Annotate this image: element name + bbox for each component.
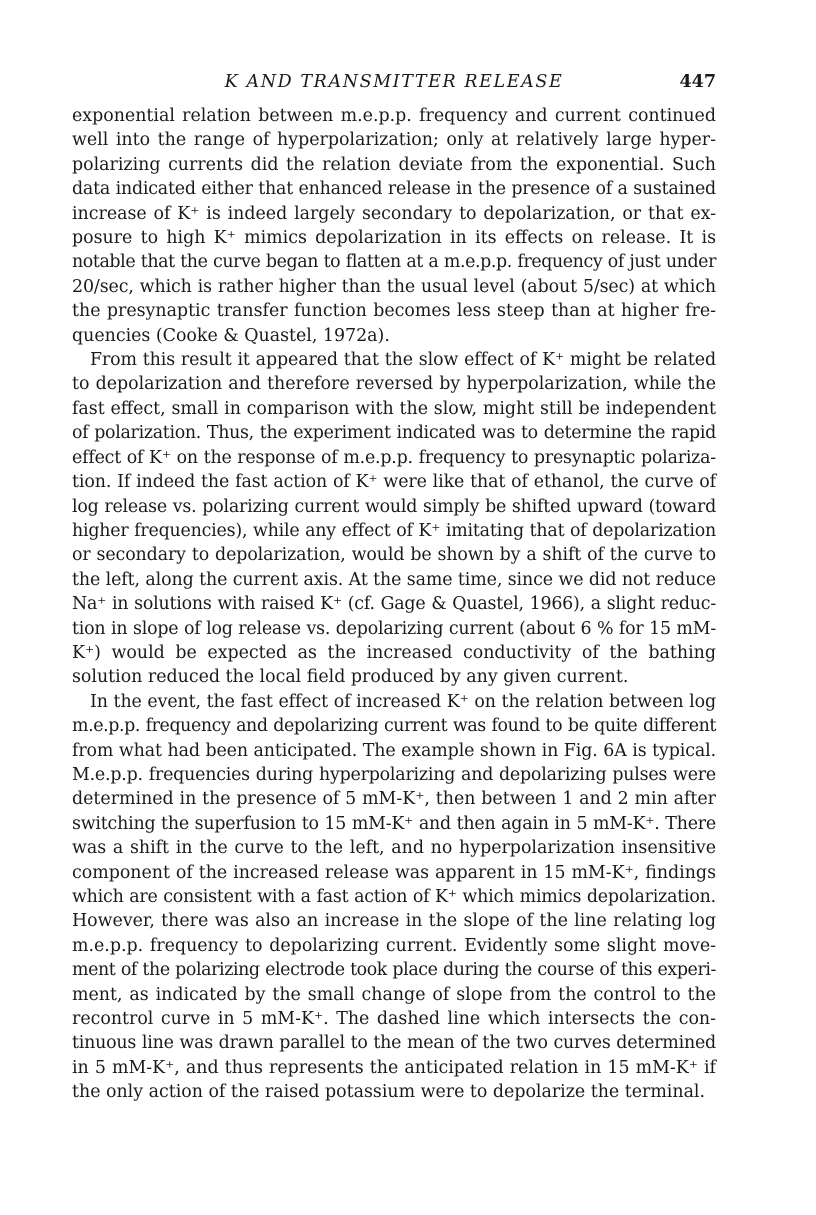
text-line: K⁺) would be expected as the increased conductivity of the bathing <box>72 642 716 663</box>
text-line: which are consistent with a fast action of K⁺ which mimics depolarization. <box>72 887 716 907</box>
text-line: posure to high K⁺ mimics depolarization in its effects on release. It is <box>72 228 716 249</box>
text-line: well into the range of hyperpolarization; only at relatively large hyper- <box>72 130 716 151</box>
text-line: ment, as indicated by the small change of slope from the control to the <box>72 984 716 1005</box>
text-line: exponential relation between m.e.p.p. frequency and current continued <box>72 106 716 126</box>
text-line: effect of K⁺ on the response of m.e.p.p. frequency to presynaptic polariza- <box>72 447 716 468</box>
page-number: 447 <box>679 72 716 92</box>
text-line: polarizing currents did the relation deviate from the exponential. Such <box>72 154 716 175</box>
text-line: M.e.p.p. frequencies during hyperpolarizing and depolarizing pulses were <box>72 764 716 785</box>
text-line: However, there was also an increase in the slope of the line relating log <box>72 911 716 932</box>
text-line: higher frequencies), while any effect of K⁺ imitating that of depolarization <box>72 520 716 541</box>
text-line: notable that the curve began to flatten at a m.e.p.p. frequency of just under <box>72 252 716 273</box>
text-line: in 5 mM-K⁺, and thus represents the anticipated relation in 15 mM-K⁺ if <box>72 1057 716 1078</box>
text-line: tion. If indeed the fast action of K⁺ were like that of ethanol, the curve of <box>72 472 716 493</box>
text-line: or secondary to depolarization, would be shown by a shift of the curve to <box>72 545 716 566</box>
text-line: the presynaptic transfer function becomes less steep than at higher fre- <box>72 301 716 322</box>
text-line: was a shift in the curve to the left, and no hyperpolarization insensitive <box>72 838 716 859</box>
text-line: m.e.p.p. frequency to depolarizing current. Evidently some slight move- <box>72 935 716 956</box>
text-line: switching the superfusion to 15 mM-K⁺ and then again in 5 mM-K⁺. There <box>72 813 716 834</box>
text-line: From this result it appeared that the slow effect of K⁺ might be related <box>90 350 716 371</box>
article-body <box>72 104 716 1105</box>
text-line: In the event, the fast effect of increased K⁺ on the relation between log <box>90 691 716 712</box>
text-line: quencies (Cooke & Quastel, 1972a). <box>72 325 390 346</box>
text-line: the only action of the raised potassium were to depolarize the terminal. <box>72 1082 706 1103</box>
text-line: 20/sec, which is rather higher than the usual level (about 5/sec) at which <box>72 276 716 297</box>
text-line: the left, along the current axis. At the same time, since we did not reduce <box>72 569 716 590</box>
paragraph-3 <box>72 690 716 1105</box>
paragraph-2 <box>72 348 716 690</box>
text-line: tinuous line was drawn parallel to the mean of the two curves determined <box>72 1033 716 1054</box>
page-header <box>72 72 716 100</box>
text-line: increase of K⁺ is indeed largely secondary to depolarization, or that ex- <box>72 203 716 224</box>
text-line: data indicated either that enhanced release in the presence of a sustained <box>72 179 716 200</box>
paragraph-1 <box>72 104 716 348</box>
text-line: tion in slope of log release vs. depolarizing current (about 6 % for 15 mM- <box>72 618 716 639</box>
text-line: component of the increased release was apparent in 15 mM-K⁺, findings <box>72 862 716 883</box>
text-line: ment of the polarizing electrode took place during the course of this experi- <box>72 960 716 981</box>
text-line: determined in the presence of 5 mM-K⁺, then between 1 and 2 min after <box>72 789 716 810</box>
text-line: Na⁺ in solutions with raised K⁺ (cf. Gage & Quastel, 1966), a slight reduc- <box>72 594 716 615</box>
text-line: of polarization. Thus, the experiment indicated was to determine the rapid <box>72 423 716 444</box>
text-line: log release vs. polarizing current would simply be shifted upward (toward <box>72 496 716 517</box>
text-line: fast effect, small in comparison with the slow, might still be independent <box>72 398 716 419</box>
text-line: m.e.p.p. frequency and depolarizing current was found to be quite different <box>72 716 716 737</box>
text-line: recontrol curve in 5 mM-K⁺. The dashed line which intersects the con- <box>72 1009 716 1030</box>
text-line: to depolarization and therefore reversed by hyperpolarization, while the <box>72 374 716 395</box>
text-line: from what had been anticipated. The example shown in Fig. 6A is typical. <box>72 740 716 761</box>
text-line: solution reduced the local field produced by any given current. <box>72 667 629 688</box>
running-title: K AND TRANSMITTER RELEASE <box>224 72 564 92</box>
